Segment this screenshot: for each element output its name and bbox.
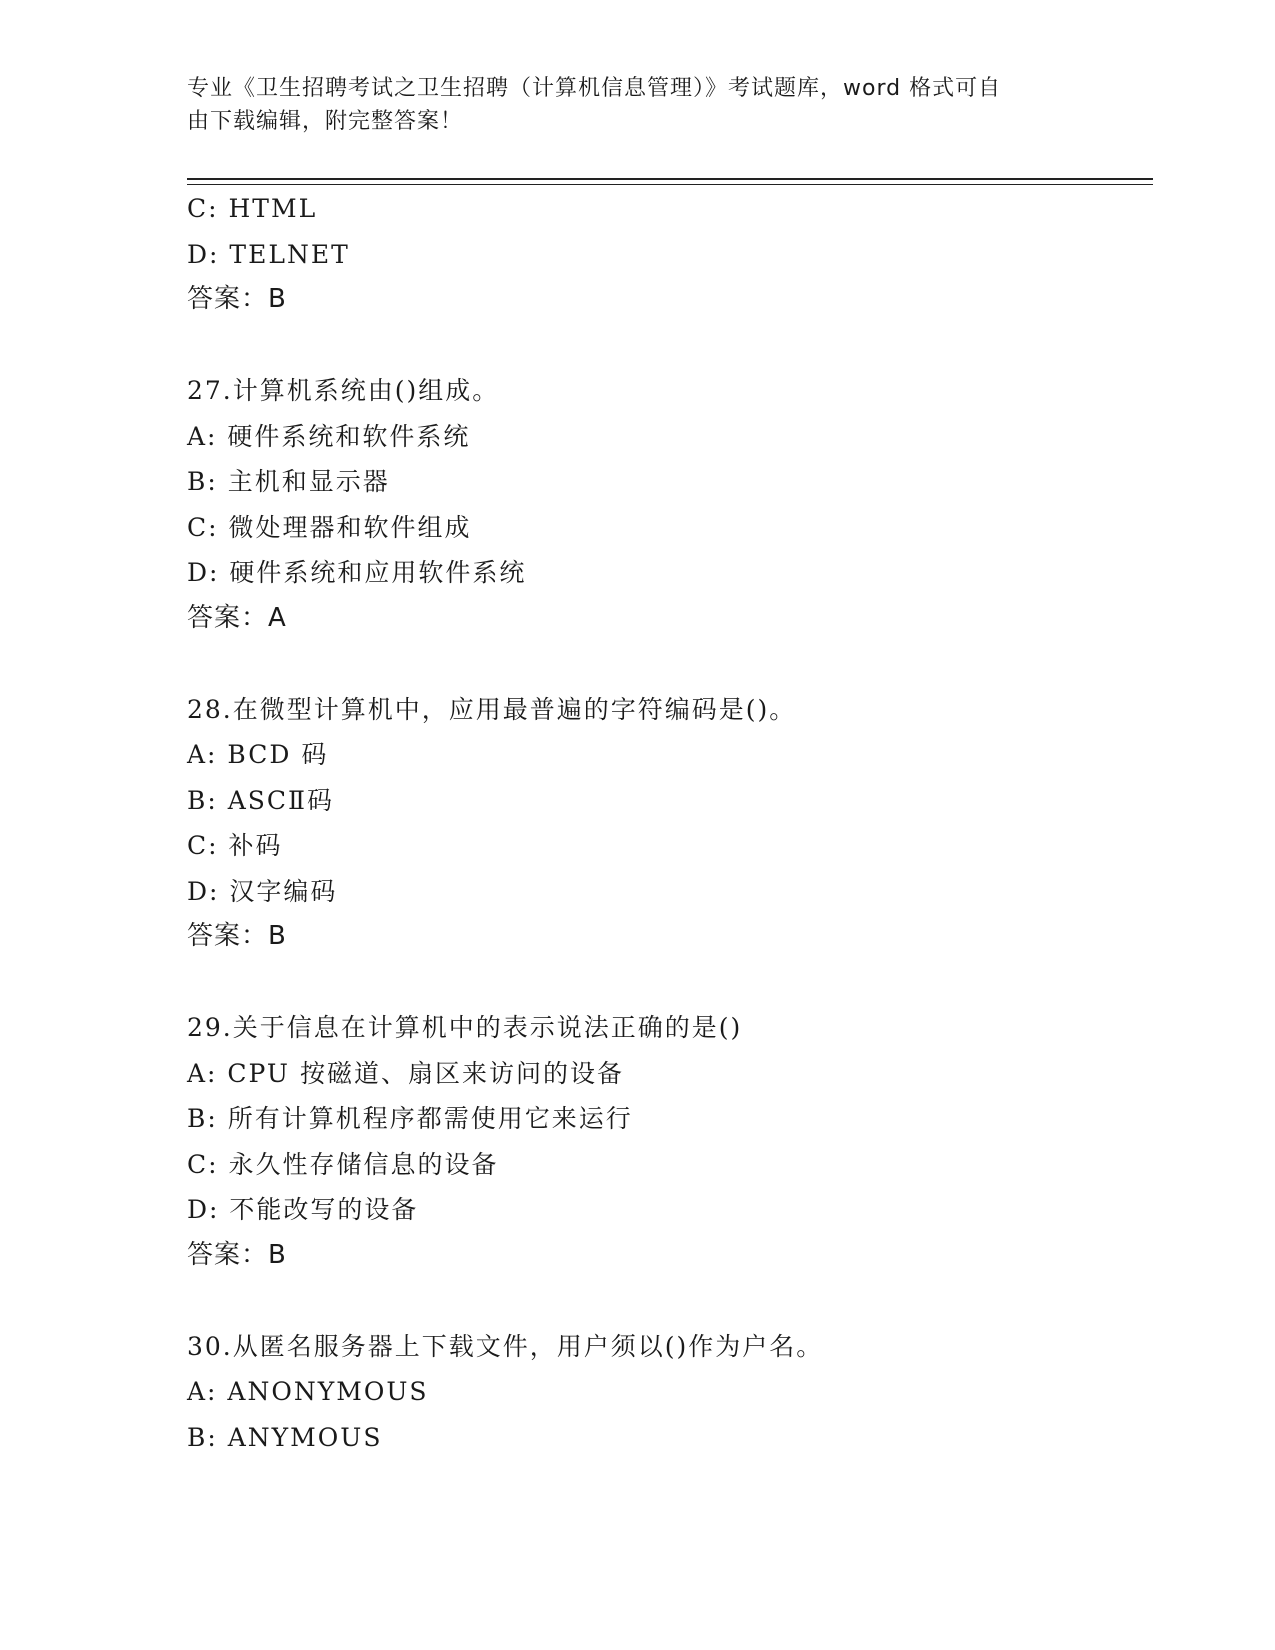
option-a: A: ANONYMOUS xyxy=(187,1377,429,1406)
option-d: D: 硬件系统和应用软件系统 xyxy=(187,558,527,587)
document-header xyxy=(187,72,1087,138)
question-stem: 29.关于信息在计算机中的表示说法正确的是() xyxy=(187,1013,743,1042)
option-d: D: TELNET xyxy=(187,239,350,269)
question-stem: 27.计算机系统由()组成。 xyxy=(187,376,500,405)
option-c: C: 微处理器和软件组成 xyxy=(187,512,472,542)
option-c: C: HTML xyxy=(187,194,318,223)
option-b: B: ANYMOUS xyxy=(187,1422,383,1452)
option-c: C: 补码 xyxy=(187,831,283,860)
option-b: B: 所有计算机程序都需使用它来运行 xyxy=(187,1104,633,1133)
answer-line: 答案：B xyxy=(187,921,287,951)
answer-line: 答案：B xyxy=(187,284,287,314)
option-d: D: 汉字编码 xyxy=(187,876,338,906)
option-a: A: BCD 码 xyxy=(187,740,329,769)
option-b: B: 主机和显示器 xyxy=(187,467,390,496)
answer-line: 答案：A xyxy=(187,602,287,633)
option-a: A: CPU 按磁道、扇区来访问的设备 xyxy=(187,1058,624,1088)
question-26-continued xyxy=(187,186,1147,323)
question-stem: 28.在微型计算机中，应用最普遍的字符编码是()。 xyxy=(187,694,797,724)
option-d: D: 不能改写的设备 xyxy=(187,1195,419,1224)
header-line-2: 由下载编辑，附完整答案！ xyxy=(187,109,464,134)
option-a: A: 硬件系统和软件系统 xyxy=(187,421,471,451)
header-divider-top xyxy=(187,178,1153,180)
question-stem: 30.从匿名服务器上下载文件，用户须以()作为户名。 xyxy=(187,1331,824,1361)
question-28 xyxy=(187,687,1147,960)
question-list xyxy=(187,186,1147,1460)
answer-line: 答案：B xyxy=(187,1239,287,1270)
question-29 xyxy=(187,1005,1147,1278)
option-b: B: ASCⅡ码 xyxy=(187,785,335,815)
header-divider-bottom xyxy=(187,184,1153,185)
header-line-1: 专业《卫生招聘考试之卫生招聘（计算机信息管理）》考试题库，word 格式可自 xyxy=(187,76,1002,101)
option-c: C: 永久性存储信息的设备 xyxy=(187,1149,499,1179)
question-30 xyxy=(187,1324,1147,1461)
question-27 xyxy=(187,368,1147,641)
